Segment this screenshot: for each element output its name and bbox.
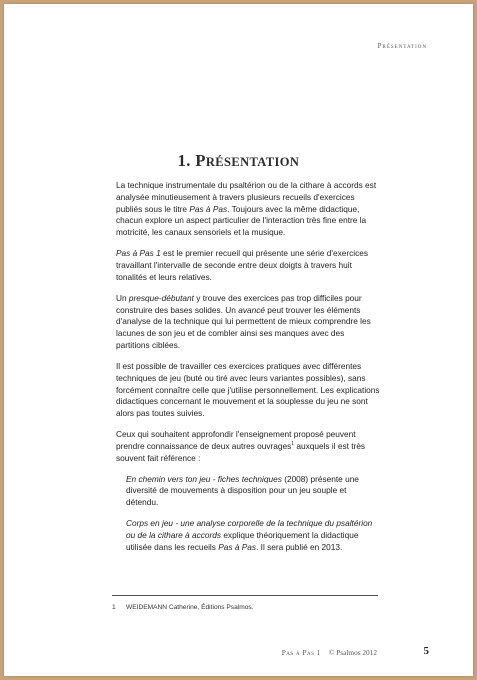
footnote-number: 1 — [112, 604, 116, 611]
book-title: Pas à Pas — [189, 203, 228, 214]
paragraph-4: Il est possible de travailler ces exercices pratiques avec différentes techniques de jeu (buté ou tiré avec leurs variantes possibles), sans forcément connaître celle que j'utilise personnellement. Les explications didactiques concernant le mouvement et la souplesse du jeu ne sont alors pas toutes suivies. — [116, 360, 380, 419]
running-head: Présentation — [377, 42, 427, 50]
footnote-divider — [112, 595, 378, 596]
page-title — [4, 151, 473, 171]
paragraph-1: La technique instrumentale du psaltérion ou de la cithare à accords est analysée minutieusement à travers plusieurs recueils d'exercices publiés sous le titre Pas à Pas. Toujours avec la même didactique, chacun explore un aspect particulier de l'interaction très fine entre la motricité, les canaux sensoriels et la musique. — [116, 180, 377, 238]
document-page — [4, 4, 473, 676]
title-number: 1. P — [177, 151, 206, 170]
footnote-ref: 1 — [291, 441, 295, 448]
paragraph-2: Pas à Pas 1 est le premier recueil qui présente une série d'exercices travaillant l'intervalle de seconde entre deux doigts à travers huit tonalités et leurs relatives. — [116, 248, 369, 282]
paragraph-3: Un presque-débutant y trouve des exercices pas trop difficiles pour construire des bases solides. Un avancé peut trouver les éléments d'analyse de la technique qui lui permettent de mieux comprendre les lacunes de son jeu et de combler ainsi ses manques avec des partitions ciblées. — [116, 292, 371, 350]
book-title: Pas à Pas 1 — [116, 248, 161, 259]
reference-2: Corps en jeu - une analyse corporelle de la technique du psaltérion ou de la cithare à accords explique théoriquement la didactique utilisée dans les recueils Pas à Pas. Il sera publié en 2013. — [126, 518, 373, 552]
book-title: Pas à Pas — [218, 541, 257, 552]
footnote-text: WEIDEMANN Catherine, Éditions Psalmos. — [126, 604, 254, 611]
paragraph-5: Ceux qui souhaitent approfondir l'enseignement proposé peuvent prendre connaissance de deux autres ouvrages$^1$ auxquels il est très souvent fait référence : — [116, 429, 366, 463]
footer-copyright: © Psalmos 2012 — [328, 648, 377, 657]
page-number: 5 — [423, 645, 429, 657]
reference-1: En chemin vers ton jeu - fiches techniques (2008) présente une diversité de mouvements à disposition pour un jeu souple et détendu. — [126, 473, 359, 508]
body-text — [116, 180, 380, 563]
title-rest: RÉSENTATION — [205, 155, 300, 169]
book-title: Corps en jeu - une analyse corporelle de la technique du psaltérion ou de la cithare à accords — [126, 518, 373, 541]
book-title: En chemin vers ton jeu - fiches techniques — [126, 473, 282, 484]
page-footer — [282, 648, 377, 657]
footnote — [112, 604, 254, 611]
footer-book-title: Pas à Pas 1 — [281, 648, 321, 657]
